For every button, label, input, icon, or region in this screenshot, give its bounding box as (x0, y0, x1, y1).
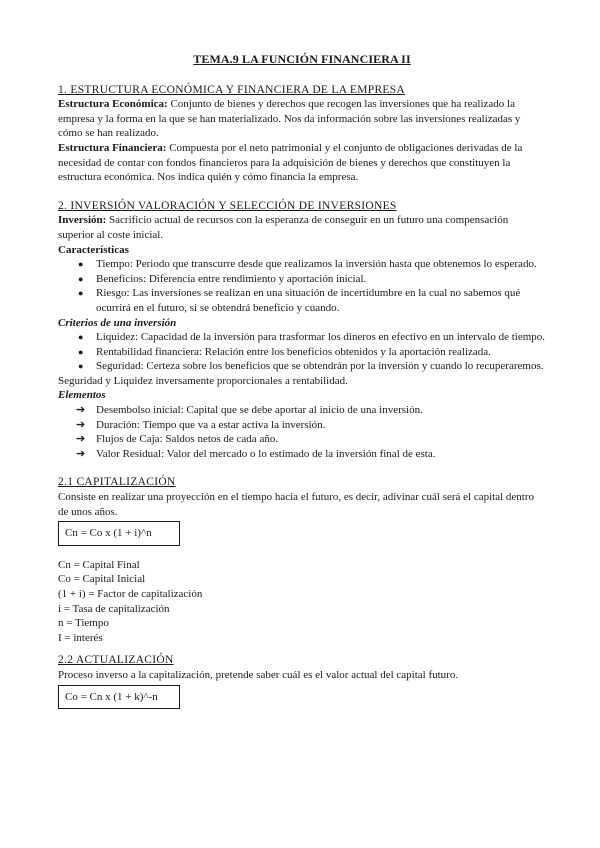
criterios-label: Criterios de una inversión (58, 316, 177, 329)
capitalizacion-definitions (58, 558, 546, 646)
section-2-2-heading: 2.2 ACTUALIZACIÓN (58, 654, 174, 667)
document-page (58, 52, 546, 709)
page-title: TEMA.9 LA FUNCIÓN FINANCIERA II (193, 52, 411, 66)
bullet-icon: ● (78, 361, 84, 372)
arrow-right-icon: ➔ (76, 418, 86, 431)
estructura-financiera-paragraph (58, 141, 546, 185)
bullet-icon: ● (78, 346, 84, 357)
section-2-heading: 2. INVERSIÓN VALORACIÓN Y SELECCIÓN DE INVERSIONES (58, 199, 397, 212)
definition-item: Co = Capital Inicial (58, 573, 146, 586)
seguridad-liquidez-note: Seguridad y Liquidez inversamente proporcionales a rentabilidad. (58, 374, 348, 387)
list-item: ● Tiempo: Periodo que transcurre desde que realizamos la inversión hasta que obtenemos lo esperado. (78, 258, 537, 271)
estructura-financiera-text: Compuesta por el neto patrimonial y el conjunto de obligaciones derivadas de la necesidad de contar con fondos financieros para la adquisición de bienes y derechos que constituyen la estructura económica. Nos indica quién y cómo financia la empresa. (58, 141, 523, 184)
inversion-term: Inversión: (58, 214, 107, 227)
estructura-economica-term: Estructura Económica: (58, 98, 168, 111)
list-item: ● Riesgo: Las inversiones se realizan en una situación de incertidumbre en la cual no sabemos qué ocurrirá en el futuro, si se obtendrá beneficio y cuando. (78, 287, 521, 314)
arrow-right-icon: ➔ (76, 404, 86, 417)
estructura-financiera-term: Estructura Financiera: (58, 141, 167, 154)
list-item: ● Liquidez: Capacidad de la inversión para trasformar los dineros en efectivo en un intervalo de tiempo. (78, 331, 546, 344)
bullet-icon: ● (78, 273, 84, 284)
list-item: ● Seguridad: Certeza sobre los beneficios que se obtendrán por la inversión y cuando lo recuperaremos. (78, 360, 544, 373)
definition-item: (1 + i) = Factor de capitalización (58, 588, 203, 600)
section-2-1-heading: 2.1 CAPITALIZACIÓN (58, 476, 176, 489)
list-item: ● Rentabilidad financiera: Relación entre los beneficios obtenidos y la aportación realizada. (78, 345, 491, 358)
section-1-heading: 1. ESTRUCTURA ECONÓMICA Y FINANCIERA DE LA EMPRESA (58, 83, 406, 96)
list-item: ➔ Valor Residual: Valor del mercado o lo estimado de la inversión final de esta. (76, 447, 436, 460)
bullet-icon: ● (78, 259, 84, 270)
estructura-economica-text: Conjunto de bienes y derechos que recogen las inversiones que ha realizado la empresa y la forma en la que se han materializado. Nos da información sobre las inversiones realizadas y cómo se han realizado. (58, 98, 521, 140)
arrow-right-icon: ➔ (76, 447, 86, 460)
definition-item: I = interés (58, 631, 103, 644)
criterios-list (58, 330, 546, 374)
actualizacion-formula: Co = Cn x (1 + k)^-n (58, 685, 180, 710)
definition-item: Cn = Capital Final (58, 558, 140, 571)
bullet-icon: ● (78, 332, 84, 343)
inversion-definition (58, 213, 546, 242)
arrow-right-icon: ➔ (76, 433, 86, 446)
caracteristicas-label: Características (58, 243, 129, 256)
list-item: ➔ Flujos de Caja: Saldos netos de cada año. (76, 433, 279, 446)
actualizacion-text: Proceso inverso a la capitalización, pretende saber cuál es el valor actual del capital futuro. (58, 668, 459, 681)
inversion-text: Sacrificio actual de recursos con la esperanza de conseguir en un futuro una compensación superior al coste inicial. (58, 214, 509, 241)
capitalizacion-text: Consiste en realizar una proyección en el tiempo hacia el futuro, es decir, adivinar cuál será el capital dentro de unos años. (58, 491, 535, 518)
definition-item: i = Tasa de capitalización (58, 602, 170, 615)
elementos-list (58, 403, 546, 461)
estructura-economica-paragraph (58, 97, 546, 141)
list-item: ➔ Desembolso inicial: Capital que se debe aportar al inicio de una inversión. (76, 404, 423, 417)
bullet-icon: ● (78, 288, 84, 299)
caracteristicas-list (58, 257, 546, 315)
capitalizacion-formula: Cn = Co x (1 + i)^n (58, 521, 180, 546)
definition-item: n = Tiempo (58, 617, 109, 630)
list-item: ● Beneficios: Diferencia entre rendimiento y aportación inicial. (78, 272, 367, 285)
elementos-label: Elementos (58, 389, 106, 402)
list-item: ➔ Duración: Tiempo que va a estar activa la inversión. (76, 418, 326, 431)
